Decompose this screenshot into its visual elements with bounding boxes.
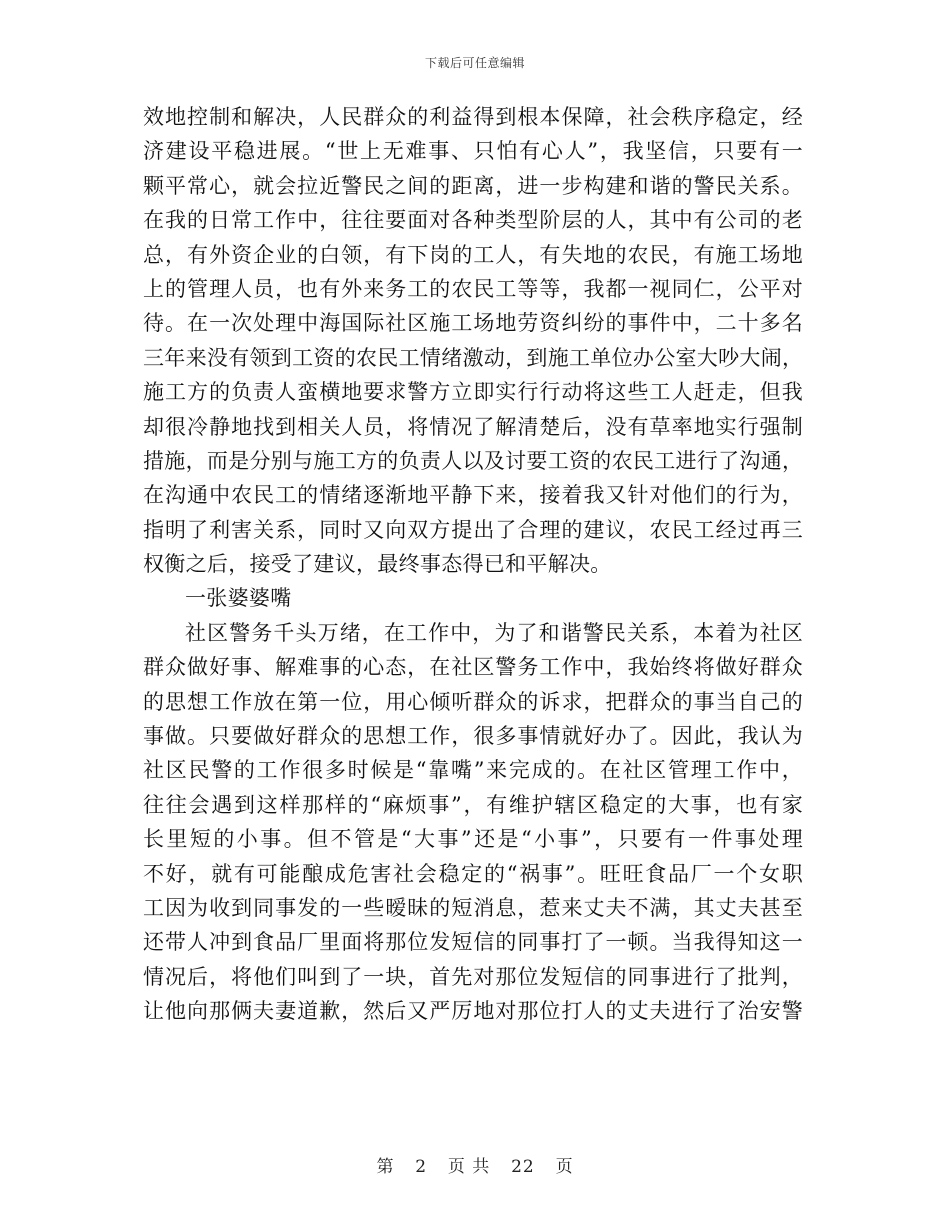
text-line: 群众做好事、解难事的心态，在社区警务工作中，我始终将做好群众 [143, 655, 803, 680]
text-line: 指明了利害关系，同时又向双方提出了合理的建议，农民工经过再三 [143, 517, 803, 542]
footer-page-number: 2 [415, 1157, 428, 1177]
section-heading: 一张婆婆嘴 [185, 586, 292, 611]
text-line: 事做。只要做好群众的思想工作，很多事情就好办了。因此，我认为 [143, 724, 803, 749]
footer-total-pages: 22 [511, 1157, 535, 1177]
page-footer [0, 1152, 950, 1177]
text-line: 社区民警的工作很多时候是“靠嘴”来完成的。在社区管理工作中， [143, 758, 803, 783]
text-line: 三年来没有领到工资的农民工情绪激动，到施工单位办公室大吵大闹， [143, 345, 804, 370]
text-line: 效地控制和解决，人民群众的利益得到根本保障，社会秩序稳定，经 [143, 105, 803, 129]
text-line: 不好，就有可能酿成危害社会稳定的“祸事”。旺旺食品厂一个女职 [143, 861, 803, 886]
text-line: 颗平常心，就会拉近警民之间的距离，进一步构建和谐的警民关系。 [143, 173, 803, 198]
text-line: 济建设平稳进展。“世上无难事、只怕有心人”，我坚信，只要有一 [143, 139, 803, 164]
text-line: 上的管理人员，也有外来务工的农民工等等，我都一视同仁，公平对 [143, 276, 803, 301]
text-line: 权衡之后，接受了建议，最终事态得已和平解决。 [143, 552, 612, 577]
body-text [143, 100, 803, 1029]
text-line: 施工方的负责人蛮横地要求警方立即实行行动将这些工人赶走，但我 [143, 380, 803, 405]
text-line: 措施，而是分别与施工方的负责人以及讨要工资的农民工进行了沟通， [143, 448, 804, 473]
text-line: 往往会遇到这样那样的“麻烦事”，有维护辖区稳定的大事，也有家 [143, 792, 803, 817]
text-line: 让他向那俩夫妻道歉，然后又严厉地对那位打人的丈夫进行了治安警 [143, 999, 803, 1024]
footer-prefix: 第 [376, 1157, 395, 1177]
text-line: 却很冷静地找到相关人员，将情况了解清楚后，没有草率地实行强制 [143, 414, 803, 439]
text-line: 总，有外资企业的白领，有下岗的工人，有失地的农民，有施工场地 [143, 242, 803, 267]
text-line: 情况后，将他们叫到了一块，首先对那位发短信的同事进行了批判， [143, 964, 803, 989]
text-line: 在我的日常工作中，往往要面对各种类型阶层的人，其中有公司的老 [143, 208, 803, 233]
text-line: 还带人冲到食品厂里面将那位发短信的同事打了一顿。当我得知这一 [143, 930, 803, 955]
text-line: 社区警务千头万绪，在工作中，为了和谐警民关系，本着为社区 [185, 620, 803, 645]
text-line: 在沟通中农民工的情绪逐渐地平静下来，接着我又针对他们的行为， [143, 483, 803, 508]
page-header: 下载后可任意编辑 [424, 56, 525, 70]
text-line: 工因为收到同事发的一些暧昧的短消息，惹来丈夫不满，其丈夫甚至 [143, 895, 803, 920]
footer-middle: 页 共 [447, 1157, 491, 1177]
text-line: 长里短的小事。但不管是“大事”还是“小事”，只要有一件事处理 [143, 827, 803, 852]
footer-suffix: 页 [555, 1157, 574, 1177]
text-line: 待。在一次处理中海国际社区施工场地劳资纠纷的事件中，二十多名 [143, 311, 803, 336]
text-line: 的思想工作放在第一位，用心倾听群众的诉求，把群众的事当自己的 [143, 689, 803, 714]
